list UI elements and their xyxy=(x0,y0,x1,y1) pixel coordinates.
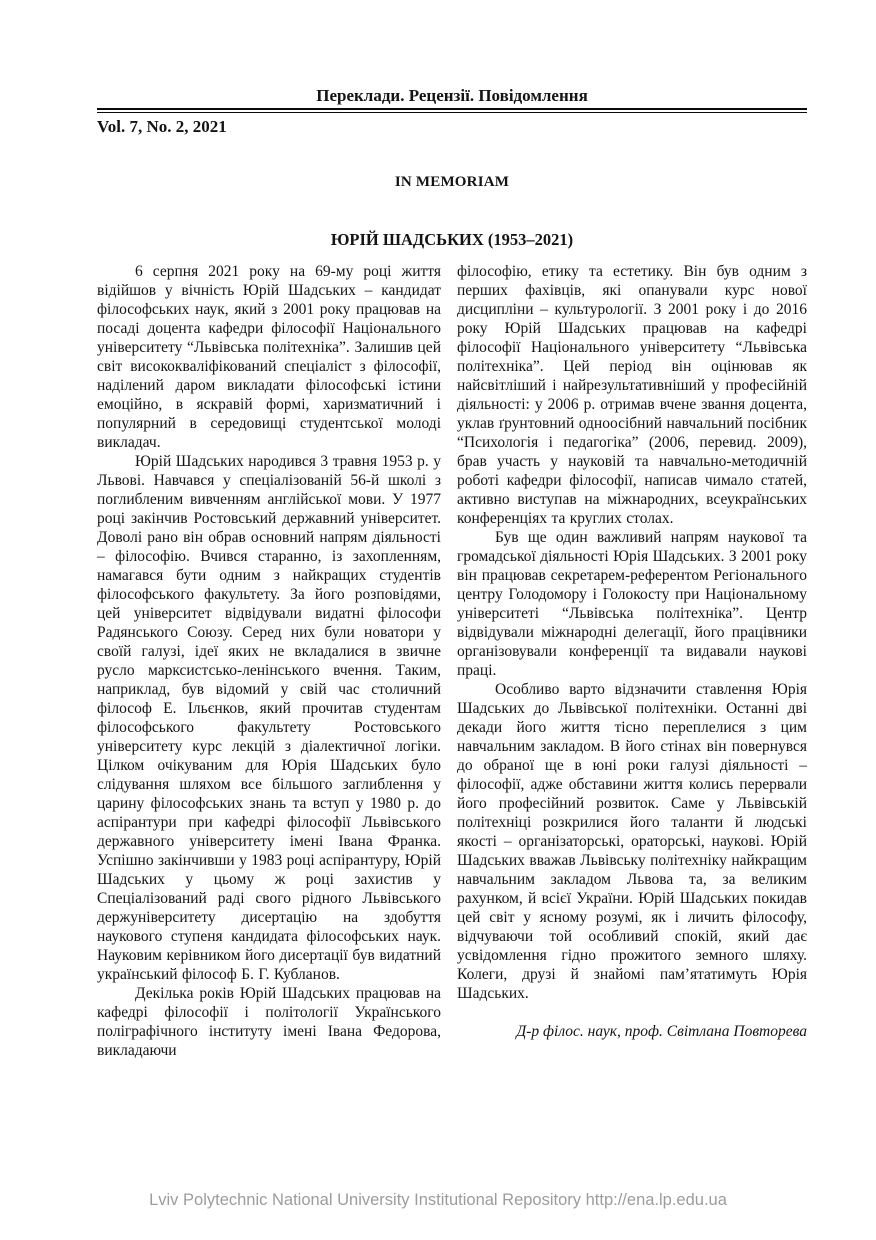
obituary-paragraph: Декілька років Юрій Шадських працював на кафедрі філософії і політології Українського поліграфічного інституту імені Івана Федорова, викладаючи xyxy=(97,985,441,1059)
right-column xyxy=(457,262,807,1060)
in-memoriam-heading: IN MEMORIAM xyxy=(394,174,510,190)
obituary-paragraph: Особливо варто відзначити ставлення Юрія Шадських до Львівської політехніки. Останні дві декади його життя тісно переплелися з цим навчальним закладом. В його стінах він повернувся до обраної ще в юні роки галузі діяльності – філософії, адже обставини життя колись перервали його професійний розвиток. Саме у Львівській політехніці розкрилися його таланти й людські якості – організаторські, ораторські, наукові. Юрій Шадських вважав Львівську політехніку найкращим навчальним закладом Львова та, за великим рахунком, й всієї України. Юрій Шадських покидав цей світ у ясному розумі, як і личить філософу, відчуваючи той особливий спокій, який дає усвідомлення гідно прожитого земного шляху. Колеги, друзі й знайомі пам’ятатимуть Юрія Шадських. xyxy=(457,681,807,1002)
author-signature: Д-р філос. наук, проф. Світлана Повторева xyxy=(516,1023,807,1040)
volume-info: Vol. 7, No. 2, 2021 xyxy=(97,117,227,136)
left-column xyxy=(97,262,441,1060)
obituary-paragraph: Був ще один важливий напрям наукової та громадської діяльності Юрія Шадських. З 2001 року він працював секретарем-референтом Регіонального центру Голодомору і Голокосту при Національному університеті “Львівська політехніка”. Центр відвідували міжнародні делегації, його працівники організовували конференції та видавали наукові праці. xyxy=(457,529,807,679)
obituary-paragraph: 6 серпня 2021 року на 69-му році життя відійшов у вічність Юрій Шадських – кандидат філософських наук, який з 2001 року працював на посаді доцента кафедри філософії Національного університету “Львівська політехніка”. Залишив цей світ висококваліфікований спеціаліст з філософії, наділений даром викладати філософські істини емоційно, в яскравій формі, харизматичний і популярний в середовищі студентської молоді викладач. xyxy=(97,263,441,451)
repository-footer-note: Lviv Polytechnic National University Institutional Repository http://ena.lp.edu.ua xyxy=(149,1191,727,1209)
journal-section-header: Переклади. Рецензії. Повідомлення xyxy=(316,86,588,105)
header-divider-rule xyxy=(97,108,807,113)
two-column-body xyxy=(97,262,807,1060)
obituary-paragraph: Юрій Шадських народився 3 травня 1953 р. у Львові. Навчався у спеціалізованій 56-й школі з поглибленим вивченням англійської мови. У 1977 році закінчив Ростовський державний університет. Доволі рано він обрав основний напрям діяльності – філософію. Вчився старанно, із захопленням, намагався бути одним з найкращих студентів філософського факультету. За його розповідями, цей університет відвідували видатні філософи Радянського Союзу. Серед них були новатори у своїй галузі, ідеї яких не вкладалися в звичне русло марксистсько-ленінського вчення. Таким, наприклад, був відомий у свій час столичний філософ Е. Ільєнков, який прочитав студентам філософського факультету Ростовського університету курс лекцій з діалектичної логіки. Цілком очікуваним для Юрія Шадських було слідування шляхом все більшого заглиблення у царину філософських знань та вступ у 1980 р. до аспірантури при кафедрі філософії Львівського державного університету імені Івана Франка. Успішно закінчивши у 1983 році аспірантуру, Юрій Шадських у цьому ж році захистив у Спеціалізований раді свого рідного Львівського держуніверситету дисертацію на здобуття наукового ступеня кандидата філософських наук. Науковим керівником його дисертації був видатний український філософ Б. Г. Кубланов. xyxy=(97,453,441,983)
obituary-paragraph: філософію, етику та естетику. Він був одним з перших фахівців, які опанували курс нової дисципліни – культурології. З 2001 року і до 2016 року Юрій Шадських працював на кафедрі філософії Національного університету “Львівська політехніка”. Цей період він оцінював як найсвітліший і найрезультативніший у професійній діяльності: у 2006 р. отримав вчене звання доцента, уклав ґрунтовний одноосібний навчальний посібник “Психологія і педагогіка” (2006, перевид. 2009), брав участь у науковій та навчально-методичній роботі кафедри філософії, написав чимало статей, активно виступав на міжнародних, всеукраїнських конференціях та круглих столах. xyxy=(457,263,807,527)
article-title: ЮРІЙ ШАДСЬКИХ (1953–2021) xyxy=(330,230,574,249)
page-content xyxy=(97,86,807,1060)
